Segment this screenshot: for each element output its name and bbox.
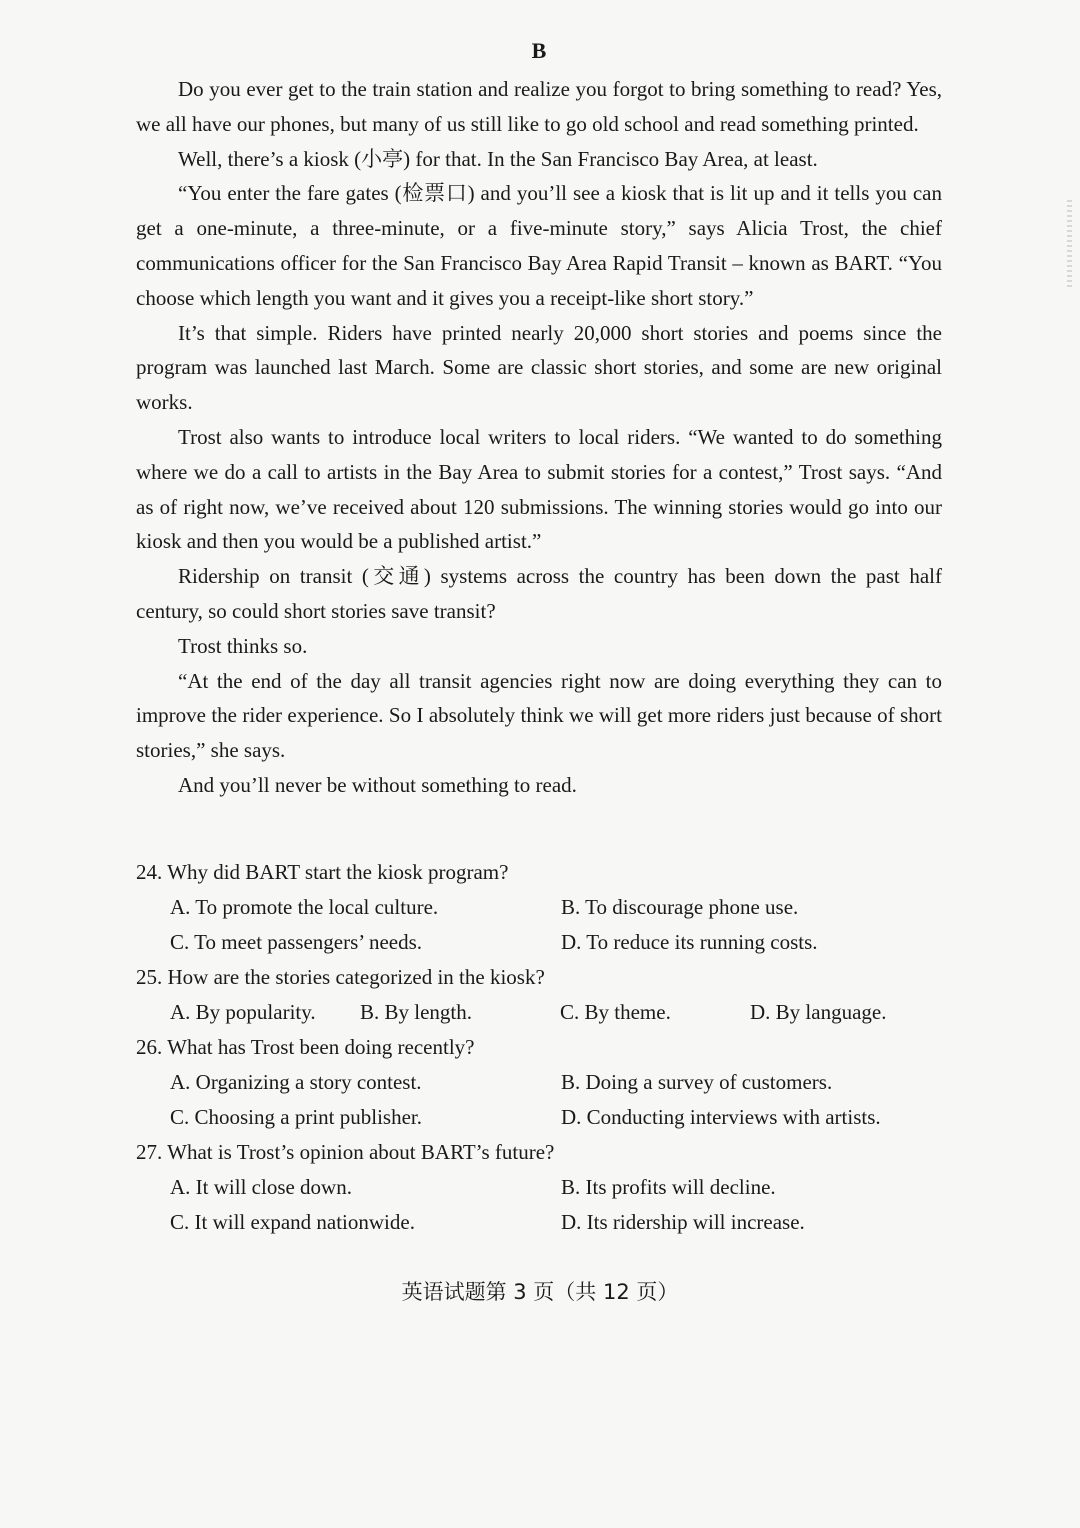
passage-paragraph: Well, there’s a kiosk (小亭) for that. In the San Francisco Bay Area, at least.: [178, 146, 818, 171]
option-c[interactable]: C. To meet passengers’ needs.: [170, 929, 423, 954]
option-b[interactable]: B. Doing a survey of customers.: [561, 1069, 833, 1094]
passage-paragraph: “At the end of the day all transit agencies right now are doing everything they can to improve the rider experience. So I absolutely think we will get more riders just because of short stories,” she says.: [136, 668, 942, 763]
passage-paragraph: Trost also wants to introduce local writers to local riders. “We wanted to do something where we do a call to artists in the Bay Area to submit stories for a contest,” Trost says. “And as of right now, we’ve received about 120 submissions. The winning stories would go into our kiosk and then you would be a published artist.”: [136, 424, 942, 554]
exam-page: [136, 34, 942, 1240]
option-c[interactable]: C. Choosing a print publisher.: [170, 1104, 422, 1129]
option-a[interactable]: A. To promote the local culture.: [170, 894, 439, 919]
question-25: [136, 960, 942, 1030]
option-c[interactable]: C. By theme.: [560, 999, 671, 1024]
passage-paragraph: And you’ll never be without something to read.: [178, 772, 577, 797]
option-d[interactable]: D. To reduce its running costs.: [561, 929, 818, 954]
option-a[interactable]: A. It will close down.: [170, 1174, 352, 1199]
passage-paragraph: Trost thinks so.: [178, 633, 308, 658]
reading-passage: [136, 72, 942, 803]
option-b[interactable]: B. By length.: [360, 999, 473, 1024]
passage-paragraph: Ridership on transit (交通) systems across the country has been down the past half century, so could short stories save transit?: [136, 564, 942, 623]
passage-paragraph: “You enter the fare gates (检票口) and you’ll see a kiosk that is lit up and it tells you can get a one-minute, a three-minute, or a five-minute story,” says Alicia Trost, the chief communications officer for the San Francisco Bay Area Rapid Transit – known as BART. “You choose which length you want and it gives you a receipt-like short story.”: [136, 181, 942, 310]
option-list: [136, 890, 942, 960]
option-a[interactable]: A. Organizing a story contest.: [170, 1069, 422, 1094]
question-26: [136, 1030, 942, 1135]
option-list: [136, 1170, 942, 1240]
passage-paragraph: It’s that simple. Riders have printed nearly 20,000 short stories and poems since the program was launched last March. Some are classic short stories, and some are new original works.: [136, 320, 942, 415]
option-d[interactable]: D. By language.: [750, 999, 887, 1024]
question-stem: 27. What is Trost’s opinion about BART’s future?: [136, 1139, 555, 1164]
question-stem: 24. Why did BART start the kiosk program?: [136, 859, 509, 884]
option-b[interactable]: B. Its profits will decline.: [561, 1174, 776, 1199]
scan-artifact: [1067, 200, 1072, 290]
option-d[interactable]: D. Conducting interviews with artists.: [561, 1104, 881, 1129]
section-label: B: [531, 38, 547, 63]
option-d[interactable]: D. Its ridership will increase.: [561, 1209, 805, 1234]
question-24: [136, 855, 942, 960]
option-list: [136, 1065, 942, 1135]
question-list: [136, 855, 942, 1240]
question-27: [136, 1135, 942, 1240]
option-a[interactable]: A. By popularity.: [170, 999, 316, 1024]
question-stem: 26. What has Trost been doing recently?: [136, 1034, 475, 1059]
option-b[interactable]: B. To discourage phone use.: [561, 894, 799, 919]
passage-paragraph: Do you ever get to the train station and realize you forgot to bring something to read? Yes, we all have our phones, but many of us still like to go old school and read something printed.: [136, 77, 942, 136]
question-stem: 25. How are the stories categorized in the kiosk?: [136, 964, 545, 989]
option-list: [136, 995, 942, 1030]
page-footer: 英语试题第 3 页（共 12 页）: [401, 1280, 679, 1304]
option-c[interactable]: C. It will expand nationwide.: [170, 1209, 415, 1234]
